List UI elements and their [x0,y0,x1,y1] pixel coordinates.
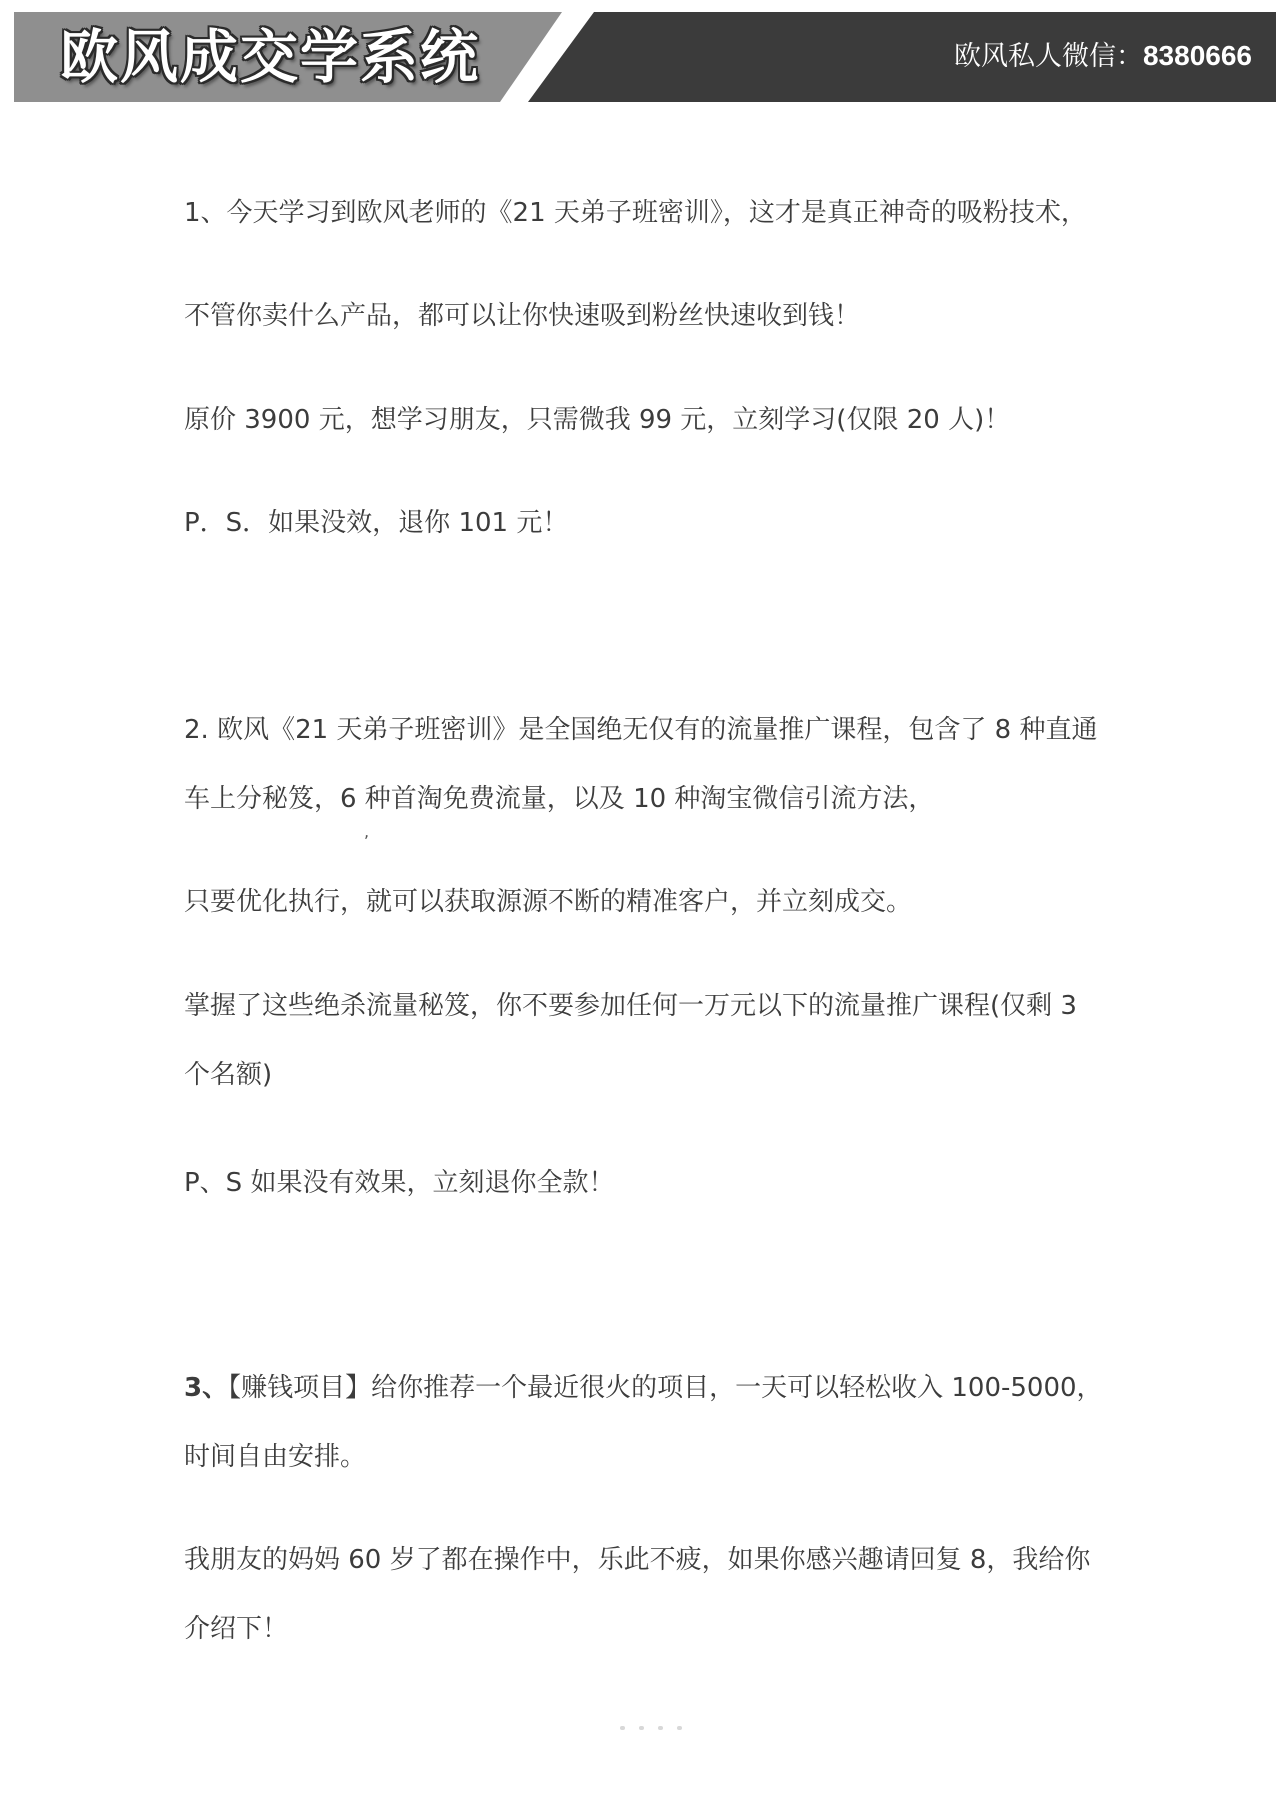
paragraph-line: 原价 3900 元，想学习朋友，只需微我 99 元，立刻学习(仅限 20 人)！ [184,405,1011,435]
wechat-contact [954,36,1252,76]
paragraph-line: P、S 如果没有效果，立刻退你全款！ [184,1168,615,1198]
paragraph-line: 车上分秘笈，6 种首淘免费流量，以及 10 种淘宝微信引流方法， [184,784,935,814]
paragraph-line: 时间自由安排。 [184,1442,367,1472]
paragraph-line: 不管你卖什么产品，都可以让你快速吸到粉丝快速收到钱！ [184,301,861,331]
paragraph-line: 1、今天学习到欧风老师的《21 天弟子班密训》，这才是真正神奇的吸粉技术， [184,198,1087,228]
paragraph-line: 我朋友的妈妈 60 岁了都在操作中，乐此不疲，如果你感兴趣请回复 8，我给你 [184,1545,1091,1575]
scan-artifact [620,1715,710,1721]
paragraph-line [184,1370,1103,1406]
header-banner [14,12,1276,102]
page-title: 欧风成交学系统 [60,23,481,91]
paragraph-line: 2. 欧风《21 天弟子班密训》是全国绝无仅有的流量推广课程，包含了 8 种直通 [184,715,1098,745]
paragraph-text: 【赚钱项目】给你推荐一个最近很火的项目，一天可以轻松收入 100-5000， [228,1373,1103,1403]
paragraph-line: 掌握了这些绝杀流量秘笈，你不要参加任何一万元以下的流量推广课程(仅剩 3 [184,991,1077,1021]
paragraph-line: 介绍下！ [184,1614,289,1644]
paragraph-line: 个名额) [184,1060,273,1090]
paragraph-line: 只要优化执行，就可以获取源源不断的精准客户，并立刻成交。 [184,887,913,917]
section-number: 3、 [184,1373,229,1403]
stray-mark: , [364,822,370,841]
paragraph-line: P．S．如果没效，退你 101 元！ [184,508,569,538]
wechat-contact-number: 8380666 [1142,40,1252,71]
wechat-contact-label: 欧风私人微信： [953,41,1143,72]
